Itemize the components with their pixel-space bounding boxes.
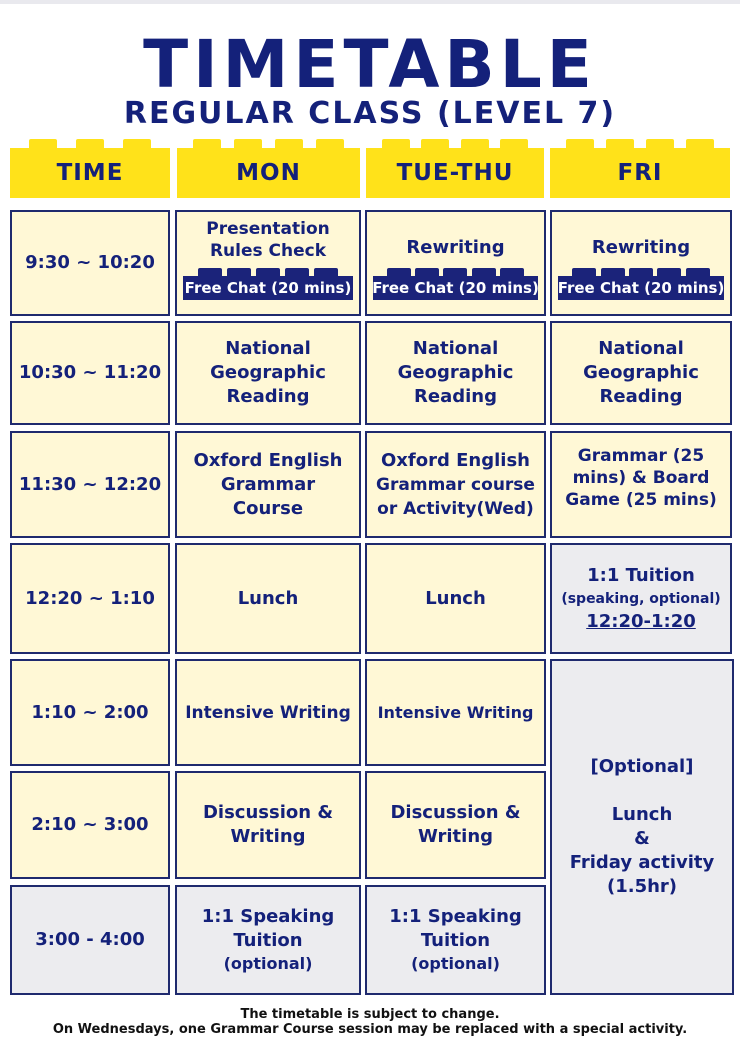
tuethu-cell-1: Rewriting Free Chat (20 mins) xyxy=(365,210,546,316)
header-fri: FRI xyxy=(550,148,730,198)
mon-cell-3: Oxford English Grammar Course xyxy=(175,431,361,538)
header-tuethu: TUE-THU xyxy=(366,148,544,198)
time-cell-6: 2:10 ~ 3:00 xyxy=(10,771,170,879)
tuethu-cell-3: Oxford English Grammar course or Activity(Wed) xyxy=(365,431,546,538)
top-divider xyxy=(0,0,740,4)
tuethu-cell-6: Discussion & Writing xyxy=(365,771,546,879)
footer-note-1: The timetable is subject to change. xyxy=(240,1007,500,1022)
mon-cell-7: 1:1 Speaking Tuition (optional) xyxy=(175,885,361,995)
header-time: TIME xyxy=(10,148,170,198)
fri-tuition-cell: 1:1 Tuition (speaking, optional) 12:20-1:20 xyxy=(550,543,732,654)
footer-note-2: On Wednesdays, one Grammar Course session may be replaced with a special activity. xyxy=(52,1022,688,1037)
header-mon: MON xyxy=(177,148,360,198)
page-subtitle: REGULAR CLASS (LEVEL 7) xyxy=(123,96,617,131)
free-chat-badge: Free Chat (20 mins) xyxy=(373,276,538,300)
fri-cell-1: Rewriting Free Chat (20 mins) xyxy=(550,210,732,316)
tuethu-cell-2: National Geographic Reading xyxy=(365,321,546,425)
time-cell-7: 3:00 - 4:00 xyxy=(10,885,170,995)
time-cell-2: 10:30 ~ 11:20 xyxy=(10,321,170,425)
fri-cell-2: National Geographic Reading xyxy=(550,321,732,425)
tuethu-cell-5: Intensive Writing xyxy=(365,659,546,766)
time-cell-3: 11:30 ~ 12:20 xyxy=(10,431,170,538)
free-chat-badge: Free Chat (20 mins) xyxy=(183,276,353,300)
fri-optional-cell: [Optional] Lunch & Friday activity (1.5hr) xyxy=(550,659,734,995)
mon-cell-4: Lunch xyxy=(175,543,361,654)
mon-cell-6: Discussion & Writing xyxy=(175,771,361,879)
time-cell-4: 12:20 ~ 1:10 xyxy=(10,543,170,654)
tuethu-cell-4: Lunch xyxy=(365,543,546,654)
time-cell-1: 9:30 ~ 10:20 xyxy=(10,210,170,316)
mon-cell-5: Intensive Writing xyxy=(175,659,361,766)
fri-cell-3: Grammar (25 mins) & Board Game (25 mins) xyxy=(550,431,732,538)
page-title: TIMETABLE xyxy=(143,26,597,103)
mon-cell-2: National Geographic Reading xyxy=(175,321,361,425)
tuethu-cell-7: 1:1 Speaking Tuition (optional) xyxy=(365,885,546,995)
free-chat-badge: Free Chat (20 mins) xyxy=(558,276,724,300)
time-cell-5: 1:10 ~ 2:00 xyxy=(10,659,170,766)
mon-cell-1: Presentation Rules Check Free Chat (20 mins) xyxy=(175,210,361,316)
